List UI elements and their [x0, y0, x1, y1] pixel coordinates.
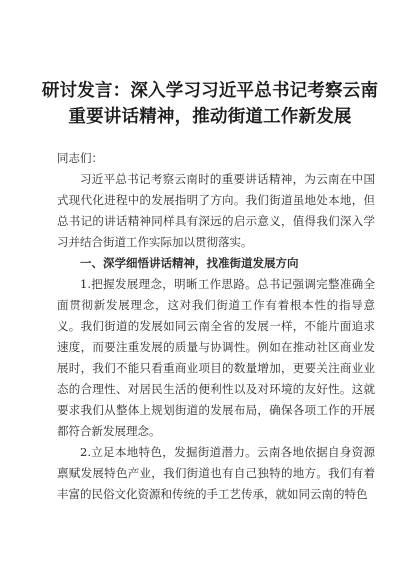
body-paragraph: 1.把握发展理念，明晰工作思路。总书记强调完整准确全面贯彻新发展理念，这对我们街道工作有着根本性的指导意义。我们街道的发展如同云南全省的发展一样，不能片面追求速度，而要注重发展的质量与协调性。例如在推动社区商业发展时，我们不能只看重商业项目的数量增加，更要关注商业业态的合理性、对居民生活的便利性以及对环境的友好性。这就要求我们从整体上规划街道的发展布局，确保各项工作的开展都符合新发展理念。 — [57, 277, 375, 438]
section-heading: 一、深学细悟讲话精神，找准街道发展方向 — [80, 256, 299, 270]
greeting-line: 同志们： — [57, 151, 103, 165]
intro-paragraph: 习近平总书记考察云南时的重要讲话精神，为云南在中国式现代化进程中的发展指明了方向。我们街道虽地处本地，但总书记的讲话精神同样具有深远的启示意义，值得我们深入学习并结合街道工作实际加以贯彻落实。 — [57, 172, 375, 249]
body-paragraph: 2.立足本地特色，发掘街道潜力。云南各地依据自身资源禀赋发展特色产业，我们街道也有自己独特的地方。我们有着丰富的民俗文化资源和传统的手工艺传承，就如同云南的特色 — [57, 445, 375, 501]
document-body — [57, 148, 375, 505]
document-title: 研讨发言：深入学习习近平总书记考察云南重要讲话精神，推动街道工作新发展 — [41, 81, 379, 127]
